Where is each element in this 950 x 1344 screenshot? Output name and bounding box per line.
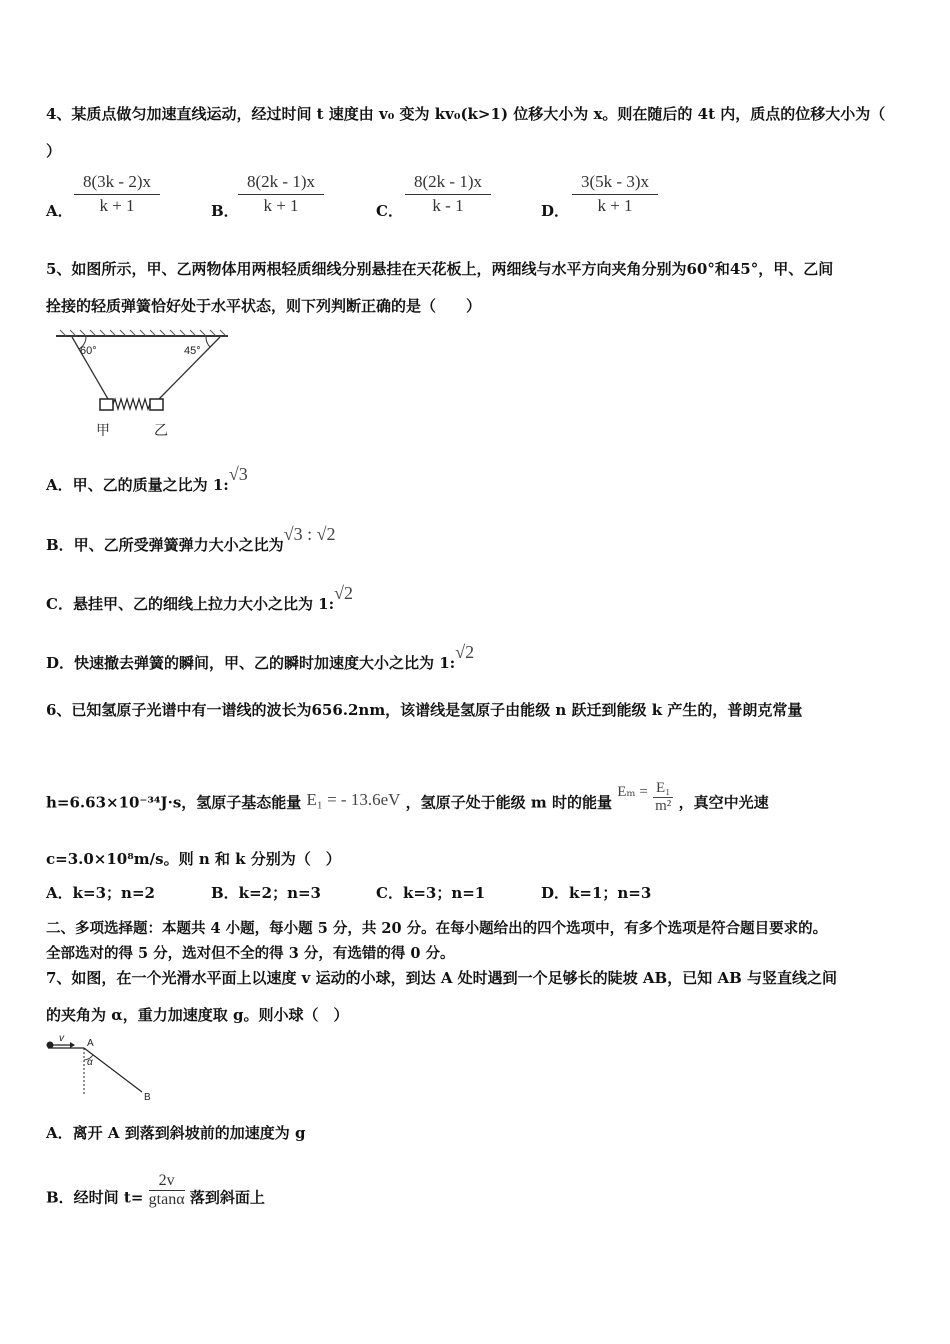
q5-option-a[interactable] — [46, 464, 248, 495]
spring — [113, 399, 150, 409]
q6-stem-line2-c: ，真空中光速 — [678, 793, 769, 812]
q4-option-c-fraction — [405, 172, 491, 216]
q5-option-a-math: √3 — [228, 464, 248, 484]
q4-option-a-num: 8(3k - 2)x — [83, 172, 151, 191]
label-jia: 甲 — [96, 422, 110, 438]
fraction-bar — [238, 194, 324, 195]
q6-stem-line3: c=3.0×10⁸m/s。则 n 和 k 分别为（ ） — [46, 850, 341, 868]
q5-option-d-text: D．快速撤去弹簧的瞬间，甲、乙的瞬时加速度大小之比为 1: — [46, 654, 456, 672]
angle-left-label: 60° — [80, 345, 97, 357]
q4-option-b-fraction — [238, 172, 324, 216]
q6-em-lhs: Eₘ = — [617, 783, 648, 800]
q5-option-c-text: C．悬挂甲、乙的细线上拉力大小之比为 1: — [46, 595, 335, 613]
alpha-label: α — [87, 1057, 93, 1068]
q4-option-a-fraction — [74, 172, 160, 216]
q7-option-b[interactable] — [46, 1172, 265, 1217]
q5-stem-line2: 拴接的轻质弹簧恰好处于水平状态，则下列判断正确的是（ ） — [46, 297, 482, 315]
section2-line2: 全部选对的得 5 分，选对但不全的得 3 分，有选错的得 0 分。 — [46, 945, 455, 962]
q4-option-d-den: k + 1 — [597, 196, 633, 215]
q7-option-b-num: 2v — [149, 1172, 185, 1191]
q4-option-c-num: 8(2k - 1)x — [414, 172, 482, 191]
q4-option-c-label[interactable]: C． — [376, 202, 403, 220]
q7-stem-line2: 的夹角为 α，重力加速度取 g。则小球（ ） — [46, 1006, 349, 1024]
angle-right-label: 45° — [184, 345, 201, 357]
q5-option-c[interactable] — [46, 583, 354, 614]
q6-stem-line1: 6、已知氢原子光谱中有一谱线的波长为656.2nm，该谱线是氢原子由能级 n 跃迁到能级 k 产生的，普朗克常量 — [46, 701, 803, 719]
velocity-label: v — [59, 1034, 64, 1044]
q4-stem-line2: ） — [46, 142, 62, 160]
q4-option-b-num: 8(2k - 1)x — [247, 172, 315, 191]
fraction-bar — [405, 194, 491, 195]
q5-option-d[interactable] — [46, 642, 475, 673]
q6-e1-formula: E₁ = - 13.6eV — [306, 789, 401, 809]
q5-option-a-text: A．甲、乙的质量之比为 1: — [46, 476, 229, 494]
q5-option-b-math: √3 : √2 — [283, 524, 336, 544]
q7-stem-line1: 7、如图，在一个光滑水平面上以速度 v 运动的小球，到达 A 处时遇到一个足够长的陡坡 AB，已知 AB 与竖直线之间 — [46, 969, 837, 987]
q7-option-a[interactable]: A．离开 A 到落到斜坡前的加速度为 g — [46, 1124, 306, 1142]
q4-stem-line1: 4、某质点做匀加速直线运动，经过时间 t 速度由 v₀ 变为 kv₀(k>1) 位移大小为 x。则在随后的 4t 内，质点的位移大小为（ — [46, 105, 886, 123]
q6-stem-line2-b: ，氢原子处于能级 m 时的能量 — [405, 793, 612, 812]
label-yi: 乙 — [154, 422, 168, 438]
q6-option-c[interactable]: C．k=3；n=1 — [376, 884, 486, 902]
q6-em-fraction — [653, 780, 673, 815]
q6-stem-line2 — [46, 780, 769, 821]
q4-option-b-label[interactable]: B． — [211, 202, 239, 220]
q7-option-b-den: gtanα — [148, 1191, 185, 1208]
q6-em-den: m² — [655, 798, 672, 814]
point-a-label: A — [87, 1038, 94, 1049]
q6-option-b[interactable]: B．k=2；n=3 — [211, 884, 321, 902]
q4-option-b-den: k + 1 — [263, 196, 299, 215]
q7-figure — [44, 1034, 164, 1102]
q5-option-b[interactable] — [46, 524, 336, 555]
point-b-label: B — [144, 1092, 151, 1102]
block-jia — [100, 399, 113, 410]
angle-arc-right — [206, 337, 210, 347]
ceiling — [56, 330, 228, 336]
q4-option-a-den: k + 1 — [99, 196, 135, 215]
q4-option-d-fraction — [572, 172, 658, 216]
q6-stem-line2-a: h=6.63×10⁻³⁴J·s，氢原子基态能量 — [46, 793, 302, 812]
q4-option-d-num: 3(5k - 3)x — [581, 172, 649, 191]
q7-option-b-pre: B．经时间 t= — [46, 1188, 144, 1207]
q4-option-c-den: k - 1 — [432, 196, 464, 215]
q5-stem-line1: 5、如图所示，甲、乙两物体用两根轻质细线分别悬挂在天花板上，两细线与水平方向夹角分别为60°和45°，甲、乙间 — [46, 260, 834, 278]
q5-option-b-text: B．甲、乙所受弹簧弹力大小之比为 — [46, 536, 284, 554]
q6-option-a[interactable]: A．k=3；n=2 — [46, 884, 155, 902]
q4-option-d-label[interactable]: D． — [541, 202, 570, 220]
slope-ab — [84, 1048, 142, 1092]
q6-option-d[interactable]: D．k=1；n=3 — [541, 884, 652, 902]
q7-option-b-post: 落到斜面上 — [189, 1188, 265, 1207]
q7-option-b-fraction — [149, 1172, 185, 1209]
q5-option-c-math: √2 — [334, 583, 354, 603]
q4-option-a-label[interactable]: A． — [46, 202, 73, 220]
block-yi — [150, 399, 163, 410]
velocity-arrowhead — [70, 1042, 75, 1048]
fraction-bar — [74, 194, 160, 195]
q6-em-num: E₁ — [653, 780, 673, 798]
fraction-bar — [572, 194, 658, 195]
q5-option-d-math: √2 — [455, 642, 475, 662]
q5-figure — [52, 328, 232, 440]
section2-line1: 二、多项选择题：本题共 4 小题，每小题 5 分，共 20 分。在每小题给出的四个选项中，有多个选项是符合题目要求的。 — [46, 920, 828, 937]
